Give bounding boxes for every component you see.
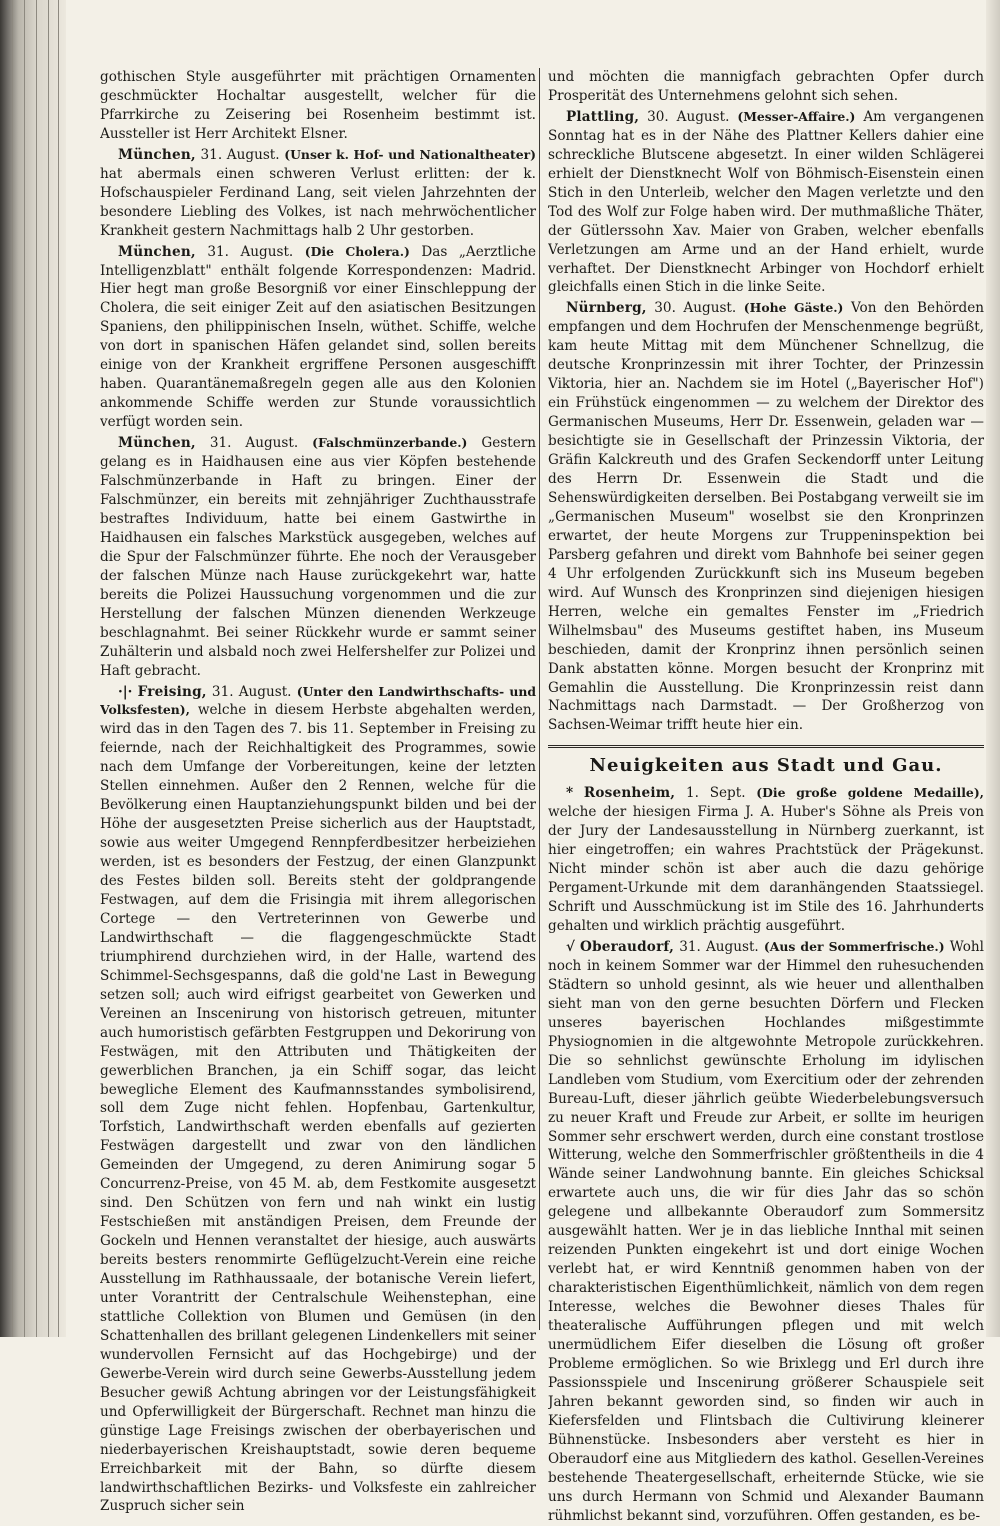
- article-text: und möchten die mannigfach gebrachten Opfer durch Prosperität des Unternehmens gelohnt sich sehen.: [548, 69, 984, 104]
- article-date: 31. August.: [679, 938, 759, 955]
- article-topic: (Unter den Landwirthschafts- und Volksfesten),: [100, 683, 536, 718]
- spine-page-edge: [24, 0, 25, 1337]
- article-text: Das „Aerztliche Intelligenzblatt" enthält folgende Korrespondenzen: Madrid. Hier hegt man große Besorgniß vor einer Einschleppung der Cholera, die seit einiger Zeit auf den asiatischen Besitzungen Spaniens, den philippinischen Inseln, wüthet. Schiffe, welche von dort in spanischen Häfen gelandet sind, sollen bereits einige von der Krankheit ergriffene Personen ausgeschifft haben. Quarantänemaßregeln gegen alle aus den Kolonien ankommende Schiffe werden zur Stunde voraussichtlich verfügt worden sein.: [100, 243, 536, 431]
- article-place: Nürnberg,: [566, 300, 647, 317]
- article-rosenheim-medaille: [548, 784, 984, 936]
- article-date: 31. August.: [211, 683, 292, 700]
- article-date: 30. August.: [647, 108, 730, 125]
- article-oberaudorf-sommerfrische: [548, 938, 984, 1526]
- column-divider: [539, 68, 540, 1330]
- article-date: 31. August.: [207, 243, 294, 260]
- book-spine: [0, 0, 66, 1337]
- spine-page-edge: [58, 0, 59, 1337]
- article-nuernberg-gaeste: [548, 299, 984, 735]
- article-topic: (Messer-Affaire.): [737, 108, 856, 124]
- article-marker: *: [566, 785, 574, 802]
- article-date: 1. Sept.: [685, 785, 746, 802]
- article-text: gothischen Style ausgeführter mit prächtigen Ornamenten geschmückter Hochaltar ausgestellt, welcher für die Pfarrkirche zu Zeisering bei Rosenheim bestimmt ist. Aussteller ist Herr Architekt Elsner.: [100, 69, 536, 142]
- spine-page-edge: [12, 0, 13, 1337]
- article-text: hat abermals einen schweren Verlust erlitten: der k. Hofschauspieler Ferdinand Lang, seit vielen Jahrzehnten der besondere Liebling des Volkes, ist nach mehrwöchentlicher Krankheit gestern Nachmittags halb 2 Uhr gestorben.: [100, 165, 536, 239]
- article-continuation: [100, 68, 536, 144]
- article-date: 31. August.: [200, 146, 280, 163]
- article-topic: (Falschmünzerbande.): [312, 435, 468, 451]
- left-column: [100, 68, 536, 1516]
- article-place: Oberaudorf,: [580, 938, 675, 955]
- spine-page-edge: [48, 0, 49, 1337]
- article-place: Freising,: [137, 683, 207, 700]
- article-text: Von den Behörden empfangen und dem Hochrufen der Menschenmenge begrüßt, kam heute Mittag mit dem Münchener Schnellzug, die deutsche Kronprinzessin mit ihrer Tochter, der Prinzessin Viktoria, hier an. Nachdem sie im Hotel („Bayerischer Hof") ein Frühstück eingenommen — zu welchem der Direktor des Germanischen Museums, Herr Dr. Essenwein, geladen war — besichtigte sie in Gesellschaft der Prinzessin Viktoria, der Gräfin Kalckreuth und des Grafen Seckendorff unter Leitung des Herrn Dr. Essenwein die Stadt und die Sehenswürdigkeiten derselben. Bei Postabgang verweilt sie im „Germanischen Museum" woselbst sie den Kronprinzen erwartet, der heute Morgens zur Truppeninspektion bei Parsberg gefahren und direkt vom Bahnhofe bei seiner gegen 4 Uhr erfolgenden Zurückkunft sich ins Museum begeben wird. Auf Wunsch des Kronprinzen sind diejenigen hiesigen Herren, welche ein gemaltes Fenster im „Friedrich Wilhelmsbau" des Museums gestiftet haben, ins Museum beschieden, damit der Kronprinz ihnen persönlich seinen Dank abstatten könne. Morgen besucht der Kronprinz mit Gemahlin die Ausstellung. Die Kronprinzessin reist dann Nachmittags nach Darmstadt. — Der Großherzog von Sachsen-Weimar trifft heute hier ein.: [548, 300, 984, 734]
- article-muenchen-falschmuenzer: [100, 434, 536, 680]
- article-continuation: [548, 68, 984, 106]
- article-text: welche in diesem Herbste abgehalten werden, wird das in den Tagen des 7. bis 11. September in Freising zu feiernde, nach der Reichhaltigkeit des Programmes, sowie nach dem Umfange der Vorbereitungen, keine der letzten Stellen einnehmen. Außer den 2 Rennen, welche für die Bevölkerung einen Hauptanziehungspunkt bilden und bei der Höhe der ausgesetzten Preise sicherlich aus der Hauptstadt, sowie aus weiter Umgegend Rennpferdbesitzer herbeiziehen werden, ist es besonders der Festzug, der einen Glanzpunkt des Festes bilden soll. Bereits steht der goldprangende Festwagen, auf dem die Frisingia mit ihrem allegorischen Cortege — den Vertreterinnen von Gewerbe und Landwirthschaft — die flaggengeschmückte Stadt triumphirend durchziehen wird, in der Halle, wartend des Schimmel-Sechsgespanns, daß die gold'ne Last in Bewegung setzen soll; auch wird eifrigst gearbeitet von Gewerken und Vereinen an Inscenirung von historisch getreuen, mitunter auch humoristisch gefärbten Festgruppen und Dekorirung von Festwägen, mit den Attributen und Thätigkeiten der gewerblichen Branchen, ja ein Schiff sogar, das leicht bewegliche Element des Kaufmannsstandes symbolisirend, soll dem Zuge nicht fehlen. Hopfenbau, Gartenkultur, Torfstich, Landwirthschaft werden ebenfalls auf gezierten Festwägen dargestellt und zwar von den ländlichen Gemeinden der Umgegend, zu deren Animirung sogar 5 Concurrenz-Preise, von 45 M. ab, dem Festkomite ausgesetzt sind. Den Schützen von fern und nah winkt ein lustig Festschießen mit anständigen Preisen, dem Freunde der Gockeln und Hennen veranstaltet der hiesige, auch auswärts bereits besters renommirte Geflügelzucht-Verein eine reiche Ausstellung im Rathhaussaale, der botanische Verein liefert, unter Vorantritt der Centralschule Weihenstephan, eine stattliche Collektion von Blumen und Gemüsen (in den Schattenhallen des brillant gelegenen Lindenkellers mit seiner wundervollen Fernsicht auf das Hochgebirge) und der Gewerbe-Verein wird durch seine Gewerbs-Ausstellung jedem Besucher gewiß Achtung abringen vor der Leistungsfähigkeit und Opferwilligkeit der Bürgerschaft. Rechnet man hinzu die günstige Lage Freisings zwischen der oberbayerischen und niederbayerischen Kreishauptstadt, sowie deren bequeme Erreichbarkeit mit der Bahn, so dürfte diesem landwirthschaftlichen Bezirks- und Volksfeste ein zahlreicher Zuspruch sicher sein: [100, 702, 536, 1515]
- article-topic: (Hohe Gäste.): [743, 300, 844, 316]
- section-title: Neuigkeiten aus Stadt und Gau.: [548, 745, 984, 778]
- article-text: welche der hiesigen Firma J. A. Huber's Söhne als Preis von der Jury der Landesausstellung in Nürnberg zuerkannt, ist hier eingetroffen; ein wahres Prachtstück der Prägekunst. Nicht minder schön ist aber auch die dazu gehörige Pergament-Urkunde mit dem daranhängenden Staatssiegel. Schrift und Ausschmückung ist im Stile des 16. Jahrhunderts gehalten und wirklich prächtig ausgeführt.: [548, 804, 984, 935]
- right-column: [548, 68, 984, 1526]
- article-topic: (Die große goldene Medaille),: [756, 785, 984, 801]
- newspaper-page: [78, 68, 984, 1524]
- article-place: Rosenheim,: [583, 785, 676, 802]
- article-place: Plattling,: [566, 108, 640, 125]
- article-topic: (Aus der Sommerfrische.): [763, 938, 945, 954]
- spine-page-edge: [36, 0, 37, 1337]
- article-plattling-messer: [548, 108, 984, 298]
- article-topic: (Die Cholera.): [304, 243, 410, 259]
- article-marker: ·|·: [118, 683, 133, 700]
- article-muenchen-theater: [100, 146, 536, 241]
- article-place: München,: [118, 435, 196, 452]
- article-date: 31. August.: [209, 435, 299, 452]
- article-text: Gestern gelang es in Haidhausen eine aus vier Köpfen bestehende Falschmünzerbande in Haft zu bringen. Einer der Falschmünzer, ein bereits mit zehnjähriger Zuchthausstrafe bestraftes Individuum, hatte bei einem Gastwirthe in Haidhausen ein falsches Markstück ausgegeben, welches auf die Spur der Falschmünzer führte. Ehe noch der Verausgeber der falschen Münze nach Hause zurückgekehrt war, hatte bereits die Polizei Haussuchung vorgenommen und die zur Herstellung der falschen Münzen dienenden Werkzeuge beschlagnahmt. Bei seiner Rückkehr wurde er sammt seiner Zuhälterin und alsbald noch zwei Helfershelfer zur Polizei und Haft gebracht.: [100, 435, 536, 679]
- article-date: 30. August.: [654, 300, 737, 317]
- article-marker: √: [566, 938, 575, 955]
- page-right-edge: [986, 0, 1000, 1337]
- article-muenchen-cholera: [100, 243, 536, 433]
- article-place: München,: [118, 146, 196, 163]
- article-freising-volksfest: [100, 683, 536, 1517]
- article-place: München,: [118, 243, 196, 260]
- article-text: Wohl noch in keinem Sommer war der Himmel den ruhesuchenden Städtern so unhold gesinnt, als wie heuer und allenthalben sieht man von den gerne besuchten Dörfern und Flecken unseres bayerischen Hochlandes mißgestimmte Physiognomien in die altgewohnte Metropole zurückkehren. Die so sehnlichst gewünschte Erholung im idylischen Landleben vom Studium, vom Exercitium oder der zehrenden Bureau-Luft, dieser jährlich geübte Wiederbelebungsversuch zu neuer Kraft und Freude zur Arbeit, er sollte im heurigen Sommer sehr erschwert werden, durch eine constant trostlose Witterung, welche den Sommerfrischler größtentheils in die 4 Wände seiner Landwohnung bannte. Ein gleiches Schicksal erwartete auch uns, die wir für dies Jahr das so schön gelegene und allbekannte Oberaudorf zum Sommersitz ausgewählt hatten. Wer je in das liebliche Innthal mit seinen reizenden Punkten eingekehrt ist und dort einige Wochen verlebt hat, er wird Kenntniß genommen haben von der charakteristischen Eigenthümlichkeit, nämlich von dem regen Interesse, welches die Bewohner dieses Thales für theateralische Aufführungen pflegen und mit welch unermüdlichem Eifer dieselben die Lösung oft großer Probleme ermöglichen. So wie Brixlegg und Erl durch ihre Passionsspiele und Inscenirung größerer Schauspiele seit Jahren bekannt geworden sind, so finden wir auch in Kiefersfelden und Flintsbach die Cultivirung kleinerer Bühnenstücke. Insbesonders aber versteht es hier in Oberaudorf eine aus Mitgliedern des kathol. Gesellen-Vereines bestehende Theatergesellschaft, erheiternde Stücke, wie sie uns durch Hermann von Schmid und Alexander Baumann rühmlichst bekannt sind, vorzuführen. Offen gestanden, es be-: [548, 938, 984, 1524]
- article-topic: (Unser k. Hof- und Nationaltheater): [284, 146, 536, 162]
- article-text: Am vergangenen Sonntag hat es in der Nähe des Plattner Kellers dahier eine schreckliche Blutscene abgesetzt. In einer wilden Schlägerei erhielt der Dienstknecht Wolf von Böhmisch-Eisenstein einen Stich in den Unterleib, welcher den Magen verletzte und den Tod des Wolf zur Folge haben wird. Der muthmaßliche Thäter, der Gütlerssohn Xav. Maier von Graben, welcher ebenfalls Verletzungen am Arme und an der Hand erhielt, wurde verhaftet. Der Dienstknecht Arbinger von Hochdorf erhielt gleichfalls einen Stich in die linke Seite.: [548, 108, 984, 296]
